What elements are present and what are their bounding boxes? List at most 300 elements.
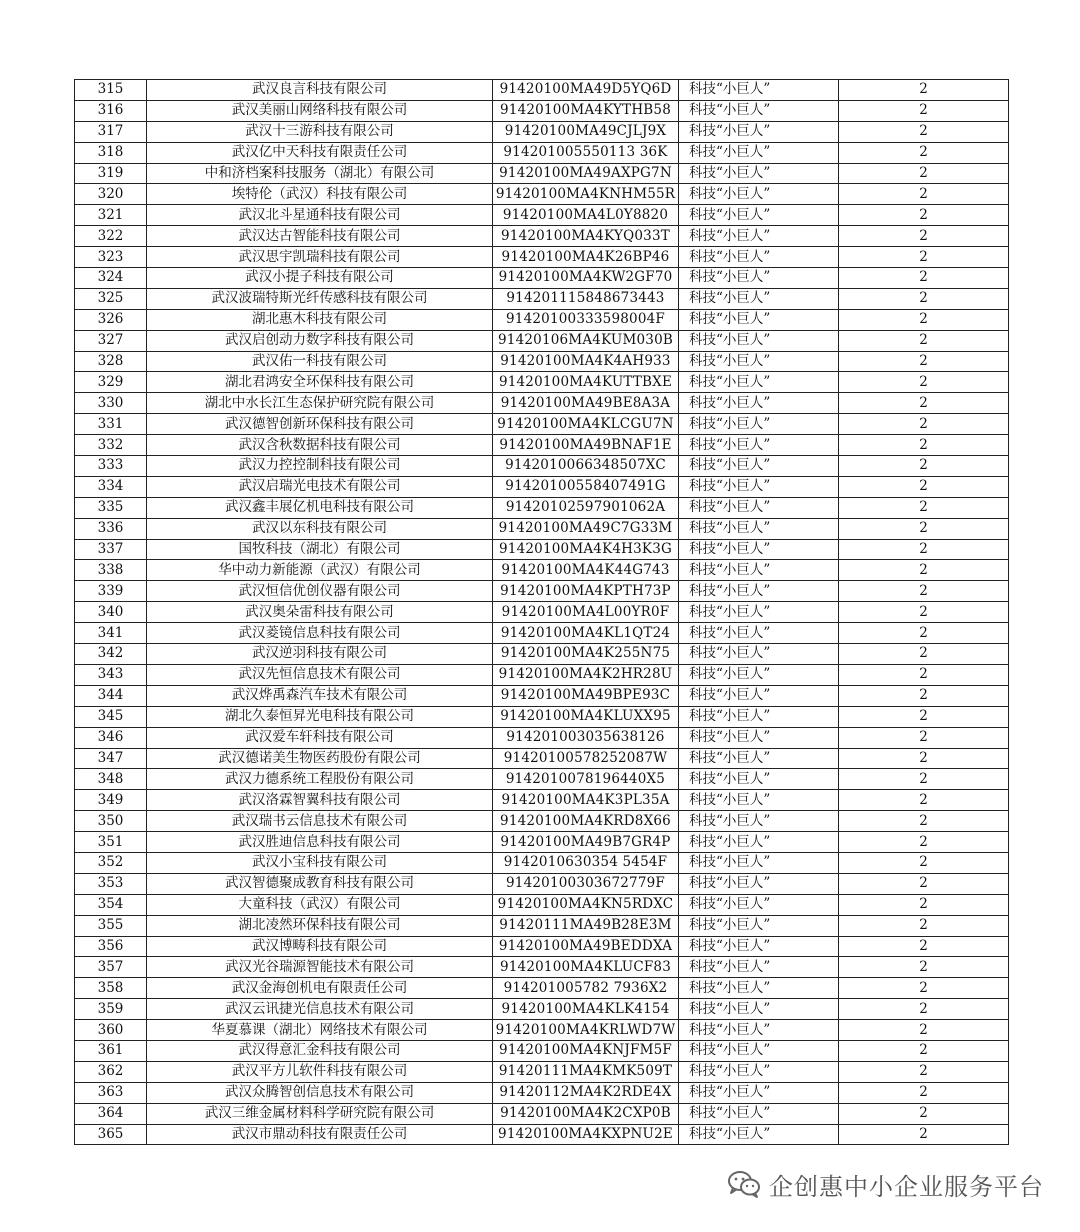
watermark <box>727 1166 1044 1202</box>
company-name: 湖北惠木科技有限公司 <box>147 309 493 330</box>
company-name: 武汉小宝科技有限公司 <box>147 852 493 873</box>
score: 2 <box>839 769 1009 790</box>
table-row <box>75 602 1009 623</box>
credit-code: 91420100MA49C7G33M <box>493 518 679 539</box>
score: 2 <box>839 393 1009 414</box>
table-row <box>75 727 1009 748</box>
credit-code: 91420100MA4K26BP46 <box>493 247 679 268</box>
table-row <box>75 351 1009 372</box>
row-number: 343 <box>75 664 147 685</box>
score: 2 <box>839 560 1009 581</box>
category: 科技“小巨人” <box>679 581 839 602</box>
row-number: 326 <box>75 309 147 330</box>
category: 科技“小巨人” <box>679 142 839 163</box>
table-row <box>75 664 1009 685</box>
table-row <box>75 100 1009 121</box>
category: 科技“小巨人” <box>679 393 839 414</box>
table-row <box>75 476 1009 497</box>
table-row <box>75 205 1009 226</box>
company-name: 大童科技（武汉）有限公司 <box>147 894 493 915</box>
category: 科技“小巨人” <box>679 936 839 957</box>
category: 科技“小巨人” <box>679 727 839 748</box>
row-number: 320 <box>75 184 147 205</box>
row-number: 346 <box>75 727 147 748</box>
table-row <box>75 706 1009 727</box>
row-number: 364 <box>75 1103 147 1124</box>
row-number: 345 <box>75 706 147 727</box>
company-name: 武汉美丽山网络科技有限公司 <box>147 100 493 121</box>
table-row <box>75 372 1009 393</box>
company-name: 武汉德诺美生物医药股份有限公司 <box>147 748 493 769</box>
row-number: 342 <box>75 644 147 665</box>
row-number: 336 <box>75 518 147 539</box>
score: 2 <box>839 497 1009 518</box>
score: 2 <box>839 706 1009 727</box>
credit-code: 91420100MA4KRD8X66 <box>493 811 679 832</box>
row-number: 351 <box>75 832 147 853</box>
row-number: 328 <box>75 351 147 372</box>
company-name: 武汉达古智能科技有限公司 <box>147 226 493 247</box>
table-row <box>75 1124 1009 1145</box>
category: 科技“小巨人” <box>679 351 839 372</box>
score: 2 <box>839 80 1009 101</box>
row-number: 365 <box>75 1124 147 1145</box>
row-number: 323 <box>75 247 147 268</box>
row-number: 354 <box>75 894 147 915</box>
credit-code: 91420100303672779F <box>493 873 679 894</box>
company-name: 武汉云讯捷光信息技术有限公司 <box>147 999 493 1020</box>
table-row <box>75 1082 1009 1103</box>
table-row <box>75 268 1009 289</box>
credit-code: 91420100MA4KYQ033T <box>493 226 679 247</box>
credit-code: 914201003035638126 <box>493 727 679 748</box>
score: 2 <box>839 1020 1009 1041</box>
table-row <box>75 832 1009 853</box>
credit-code: 9142010630354 5454F <box>493 852 679 873</box>
table-row <box>75 247 1009 268</box>
category: 科技“小巨人” <box>679 100 839 121</box>
credit-code: 91420100MA4K4H3K3G <box>493 539 679 560</box>
company-name: 武汉力控控制科技有限公司 <box>147 456 493 477</box>
company-name: 武汉三维金属材料科学研究院有限公司 <box>147 1103 493 1124</box>
company-name: 武汉洛霖智翼科技有限公司 <box>147 790 493 811</box>
credit-code: 91420106MA4KUM030B <box>493 330 679 351</box>
category: 科技“小巨人” <box>679 915 839 936</box>
company-name: 武汉亿中天科技有限责任公司 <box>147 142 493 163</box>
score: 2 <box>839 330 1009 351</box>
row-number: 335 <box>75 497 147 518</box>
company-name: 武汉北斗星通科技有限公司 <box>147 205 493 226</box>
company-name: 武汉得意汇金科技有限公司 <box>147 1040 493 1061</box>
category: 科技“小巨人” <box>679 999 839 1020</box>
row-number: 319 <box>75 163 147 184</box>
score: 2 <box>839 163 1009 184</box>
row-number: 363 <box>75 1082 147 1103</box>
score: 2 <box>839 268 1009 289</box>
score: 2 <box>839 811 1009 832</box>
credit-code: 91420100MA4L00YR0F <box>493 602 679 623</box>
table-row <box>75 978 1009 999</box>
category: 科技“小巨人” <box>679 184 839 205</box>
score: 2 <box>839 623 1009 644</box>
table-row <box>75 435 1009 456</box>
category: 科技“小巨人” <box>679 205 839 226</box>
score: 2 <box>839 664 1009 685</box>
credit-code: 914201005782 7936X2 <box>493 978 679 999</box>
table-row <box>75 226 1009 247</box>
category: 科技“小巨人” <box>679 769 839 790</box>
watermark-text: 企创惠中小企业服务平台 <box>769 1172 1044 1201</box>
credit-code: 91420100MA4KUTTBXE <box>493 372 679 393</box>
row-number: 318 <box>75 142 147 163</box>
category: 科技“小巨人” <box>679 1103 839 1124</box>
category: 科技“小巨人” <box>679 414 839 435</box>
row-number: 334 <box>75 476 147 497</box>
table-row <box>75 769 1009 790</box>
row-number: 349 <box>75 790 147 811</box>
company-name: 武汉思宇凯瑞科技有限公司 <box>147 247 493 268</box>
credit-code: 91420100558407491G <box>493 476 679 497</box>
category: 科技“小巨人” <box>679 268 839 289</box>
table-row <box>75 121 1009 142</box>
category: 科技“小巨人” <box>679 456 839 477</box>
row-number: 322 <box>75 226 147 247</box>
score: 2 <box>839 205 1009 226</box>
credit-code: 91420100MA4K2HR28U <box>493 664 679 685</box>
company-name: 武汉金海创机电有限责任公司 <box>147 978 493 999</box>
score: 2 <box>839 1061 1009 1082</box>
credit-code: 91420112MA4K2RDE4X <box>493 1082 679 1103</box>
company-name: 武汉逆羽科技有限公司 <box>147 644 493 665</box>
score: 2 <box>839 100 1009 121</box>
row-number: 333 <box>75 456 147 477</box>
score: 2 <box>839 184 1009 205</box>
score: 2 <box>839 602 1009 623</box>
table-row <box>75 288 1009 309</box>
category: 科技“小巨人” <box>679 1061 839 1082</box>
score: 2 <box>839 936 1009 957</box>
credit-code: 91420100MA4KLCGU7N <box>493 414 679 435</box>
row-number: 358 <box>75 978 147 999</box>
credit-code: 91420100MA4KNJFM5F <box>493 1040 679 1061</box>
category: 科技“小巨人” <box>679 309 839 330</box>
company-name: 武汉小提子科技有限公司 <box>147 268 493 289</box>
category: 科技“小巨人” <box>679 748 839 769</box>
company-name: 武汉启创动力数字科技有限公司 <box>147 330 493 351</box>
category: 科技“小巨人” <box>679 790 839 811</box>
score: 2 <box>839 999 1009 1020</box>
table-row <box>75 539 1009 560</box>
score: 2 <box>839 247 1009 268</box>
table-row <box>75 790 1009 811</box>
credit-code: 91420100MA4K255N75 <box>493 644 679 665</box>
table-row <box>75 497 1009 518</box>
company-name: 武汉恒信优创仪器有限公司 <box>147 581 493 602</box>
company-name: 华夏慕课（湖北）网络技术有限公司 <box>147 1020 493 1041</box>
category: 科技“小巨人” <box>679 1040 839 1061</box>
row-number: 316 <box>75 100 147 121</box>
score: 2 <box>839 581 1009 602</box>
company-name: 武汉烨禹森汽车技术有限公司 <box>147 685 493 706</box>
row-number: 360 <box>75 1020 147 1041</box>
company-name: 武汉瑞书云信息技术有限公司 <box>147 811 493 832</box>
company-name: 武汉以东科技有限公司 <box>147 518 493 539</box>
row-number: 327 <box>75 330 147 351</box>
category: 科技“小巨人” <box>679 121 839 142</box>
category: 科技“小巨人” <box>679 330 839 351</box>
category: 科技“小巨人” <box>679 873 839 894</box>
credit-code: 91420100578252087W <box>493 748 679 769</box>
table-row <box>75 852 1009 873</box>
category: 科技“小巨人” <box>679 894 839 915</box>
company-name: 中和济档案科技服务（湖北）有限公司 <box>147 163 493 184</box>
credit-code: 91420100MA4KL1QT24 <box>493 623 679 644</box>
table-row <box>75 80 1009 101</box>
score: 2 <box>839 309 1009 330</box>
company-name: 武汉启瑞光电技术有限公司 <box>147 476 493 497</box>
credit-code: 91420100333598004F <box>493 309 679 330</box>
table-row <box>75 623 1009 644</box>
credit-code: 91420111MA49B28E3M <box>493 915 679 936</box>
company-name: 武汉众腾智创信息技术有限公司 <box>147 1082 493 1103</box>
category: 科技“小巨人” <box>679 685 839 706</box>
credit-code: 91420100MA4KXPNU2E <box>493 1124 679 1145</box>
row-number: 321 <box>75 205 147 226</box>
table-row <box>75 456 1009 477</box>
category: 科技“小巨人” <box>679 957 839 978</box>
category: 科技“小巨人” <box>679 226 839 247</box>
score: 2 <box>839 121 1009 142</box>
score: 2 <box>839 873 1009 894</box>
score: 2 <box>839 790 1009 811</box>
category: 科技“小巨人” <box>679 497 839 518</box>
table-row <box>75 581 1009 602</box>
score: 2 <box>839 748 1009 769</box>
company-name: 武汉佑一科技有限公司 <box>147 351 493 372</box>
row-number: 324 <box>75 268 147 289</box>
row-number: 350 <box>75 811 147 832</box>
row-number: 356 <box>75 936 147 957</box>
credit-code: 91420100MA49AXPG7N <box>493 163 679 184</box>
category: 科技“小巨人” <box>679 664 839 685</box>
company-name: 武汉良言科技有限公司 <box>147 80 493 101</box>
score: 2 <box>839 727 1009 748</box>
row-number: 362 <box>75 1061 147 1082</box>
category: 科技“小巨人” <box>679 706 839 727</box>
category: 科技“小巨人” <box>679 435 839 456</box>
credit-code: 91420100MA4KRLWD7W <box>493 1020 679 1041</box>
credit-code: 91420100MA4KW2GF70 <box>493 268 679 289</box>
table-row <box>75 748 1009 769</box>
row-number: 315 <box>75 80 147 101</box>
score: 2 <box>839 372 1009 393</box>
category: 科技“小巨人” <box>679 476 839 497</box>
credit-code: 91420100MA49D5YQ6D <box>493 80 679 101</box>
category: 科技“小巨人” <box>679 1124 839 1145</box>
row-number: 332 <box>75 435 147 456</box>
table-row <box>75 915 1009 936</box>
table-row <box>75 685 1009 706</box>
score: 2 <box>839 456 1009 477</box>
table-row <box>75 644 1009 665</box>
company-name: 湖北久泰恒昇光电科技有限公司 <box>147 706 493 727</box>
row-number: 330 <box>75 393 147 414</box>
credit-code: 91420100MA49BPE93C <box>493 685 679 706</box>
company-name: 武汉智德聚成教育科技有限公司 <box>147 873 493 894</box>
category: 科技“小巨人” <box>679 852 839 873</box>
category: 科技“小巨人” <box>679 288 839 309</box>
credit-code: 91420100MA4KYTHB58 <box>493 100 679 121</box>
credit-code: 91420100MA49BNAF1E <box>493 435 679 456</box>
credit-code: 914201005550113 36K <box>493 142 679 163</box>
table-row <box>75 560 1009 581</box>
credit-code: 91420100MA4KLUCF83 <box>493 957 679 978</box>
company-name: 武汉先恒信息技术有限公司 <box>147 664 493 685</box>
company-table <box>74 79 1009 1145</box>
company-name: 武汉胜迪信息科技有限公司 <box>147 832 493 853</box>
score: 2 <box>839 894 1009 915</box>
table-row <box>75 518 1009 539</box>
credit-code: 91420111MA4KMK509T <box>493 1061 679 1082</box>
company-name: 湖北中水长江生态保护研究院有限公司 <box>147 393 493 414</box>
row-number: 357 <box>75 957 147 978</box>
table-row <box>75 1061 1009 1082</box>
category: 科技“小巨人” <box>679 832 839 853</box>
company-name: 武汉博畴科技有限公司 <box>147 936 493 957</box>
table-row <box>75 414 1009 435</box>
table-row <box>75 873 1009 894</box>
table-row <box>75 999 1009 1020</box>
score: 2 <box>839 435 1009 456</box>
row-number: 329 <box>75 372 147 393</box>
credit-code: 9142010078196440X5 <box>493 769 679 790</box>
category: 科技“小巨人” <box>679 1082 839 1103</box>
category: 科技“小巨人” <box>679 644 839 665</box>
row-number: 352 <box>75 852 147 873</box>
table-body <box>75 80 1009 1145</box>
category: 科技“小巨人” <box>679 518 839 539</box>
score: 2 <box>839 351 1009 372</box>
score: 2 <box>839 142 1009 163</box>
category: 科技“小巨人” <box>679 1020 839 1041</box>
score: 2 <box>839 476 1009 497</box>
category: 科技“小巨人” <box>679 539 839 560</box>
category: 科技“小巨人” <box>679 163 839 184</box>
credit-code: 91420100MA4L0Y8820 <box>493 205 679 226</box>
company-name: 武汉十三游科技有限公司 <box>147 121 493 142</box>
company-name: 华中动力新能源（武汉）有限公司 <box>147 560 493 581</box>
company-name: 武汉奥朵雷科技有限公司 <box>147 602 493 623</box>
score: 2 <box>839 1082 1009 1103</box>
company-name: 武汉含秋数据科技有限公司 <box>147 435 493 456</box>
company-name: 武汉光谷瑞源智能技术有限公司 <box>147 957 493 978</box>
table-row <box>75 309 1009 330</box>
category: 科技“小巨人” <box>679 623 839 644</box>
table-row <box>75 393 1009 414</box>
score: 2 <box>839 832 1009 853</box>
company-name: 湖北凌然环保科技有限公司 <box>147 915 493 936</box>
table-row <box>75 936 1009 957</box>
category: 科技“小巨人” <box>679 372 839 393</box>
row-number: 348 <box>75 769 147 790</box>
row-number: 317 <box>75 121 147 142</box>
credit-code: 91420100MA4KN5RDXC <box>493 894 679 915</box>
score: 2 <box>839 957 1009 978</box>
category: 科技“小巨人” <box>679 560 839 581</box>
credit-code: 914201115848673443 <box>493 288 679 309</box>
score: 2 <box>839 414 1009 435</box>
table-row <box>75 163 1009 184</box>
company-name: 埃特伦（武汉）科技有限公司 <box>147 184 493 205</box>
credit-code: 91420102597901062A <box>493 497 679 518</box>
row-number: 355 <box>75 915 147 936</box>
company-name: 武汉市鼎动科技有限责任公司 <box>147 1124 493 1145</box>
table-row <box>75 1020 1009 1041</box>
table-row <box>75 1040 1009 1061</box>
credit-code: 91420100MA49BE8A3A <box>493 393 679 414</box>
wechat-icon <box>727 1169 761 1199</box>
company-name: 湖北君鸿安全环保科技有限公司 <box>147 372 493 393</box>
table-row <box>75 330 1009 351</box>
company-name: 武汉力德系统工程股份有限公司 <box>147 769 493 790</box>
category: 科技“小巨人” <box>679 602 839 623</box>
row-number: 331 <box>75 414 147 435</box>
company-name: 武汉波瑞特斯光纤传感科技有限公司 <box>147 288 493 309</box>
score: 2 <box>839 685 1009 706</box>
category: 科技“小巨人” <box>679 80 839 101</box>
row-number: 359 <box>75 999 147 1020</box>
score: 2 <box>839 518 1009 539</box>
category: 科技“小巨人” <box>679 978 839 999</box>
table-row <box>75 811 1009 832</box>
score: 2 <box>839 1103 1009 1124</box>
credit-code: 91420100MA4K2CXP0B <box>493 1103 679 1124</box>
credit-code: 91420100MA49B7GR4P <box>493 832 679 853</box>
company-name: 国牧科技（湖北）有限公司 <box>147 539 493 560</box>
credit-code: 91420100MA4K3PL35A <box>493 790 679 811</box>
credit-code: 91420100MA49BEDDXA <box>493 936 679 957</box>
score: 2 <box>839 852 1009 873</box>
credit-code: 91420100MA4K4AH933 <box>493 351 679 372</box>
row-number: 353 <box>75 873 147 894</box>
score: 2 <box>839 1040 1009 1061</box>
score: 2 <box>839 1124 1009 1145</box>
score: 2 <box>839 978 1009 999</box>
table-row <box>75 142 1009 163</box>
row-number: 339 <box>75 581 147 602</box>
row-number: 344 <box>75 685 147 706</box>
row-number: 340 <box>75 602 147 623</box>
credit-code: 91420100MA4K44G743 <box>493 560 679 581</box>
company-name: 武汉菱镜信息科技有限公司 <box>147 623 493 644</box>
row-number: 337 <box>75 539 147 560</box>
row-number: 325 <box>75 288 147 309</box>
company-name: 武汉爱车轩科技有限公司 <box>147 727 493 748</box>
table-row <box>75 957 1009 978</box>
score: 2 <box>839 915 1009 936</box>
score: 2 <box>839 644 1009 665</box>
score: 2 <box>839 539 1009 560</box>
company-name: 武汉鑫丰展亿机电科技有限公司 <box>147 497 493 518</box>
category: 科技“小巨人” <box>679 247 839 268</box>
row-number: 347 <box>75 748 147 769</box>
company-name: 武汉德智创新环保科技有限公司 <box>147 414 493 435</box>
row-number: 361 <box>75 1040 147 1061</box>
credit-code: 91420100MA4KNHM55R <box>493 184 679 205</box>
score: 2 <box>839 226 1009 247</box>
category: 科技“小巨人” <box>679 811 839 832</box>
company-name: 武汉平方儿软件科技有限公司 <box>147 1061 493 1082</box>
